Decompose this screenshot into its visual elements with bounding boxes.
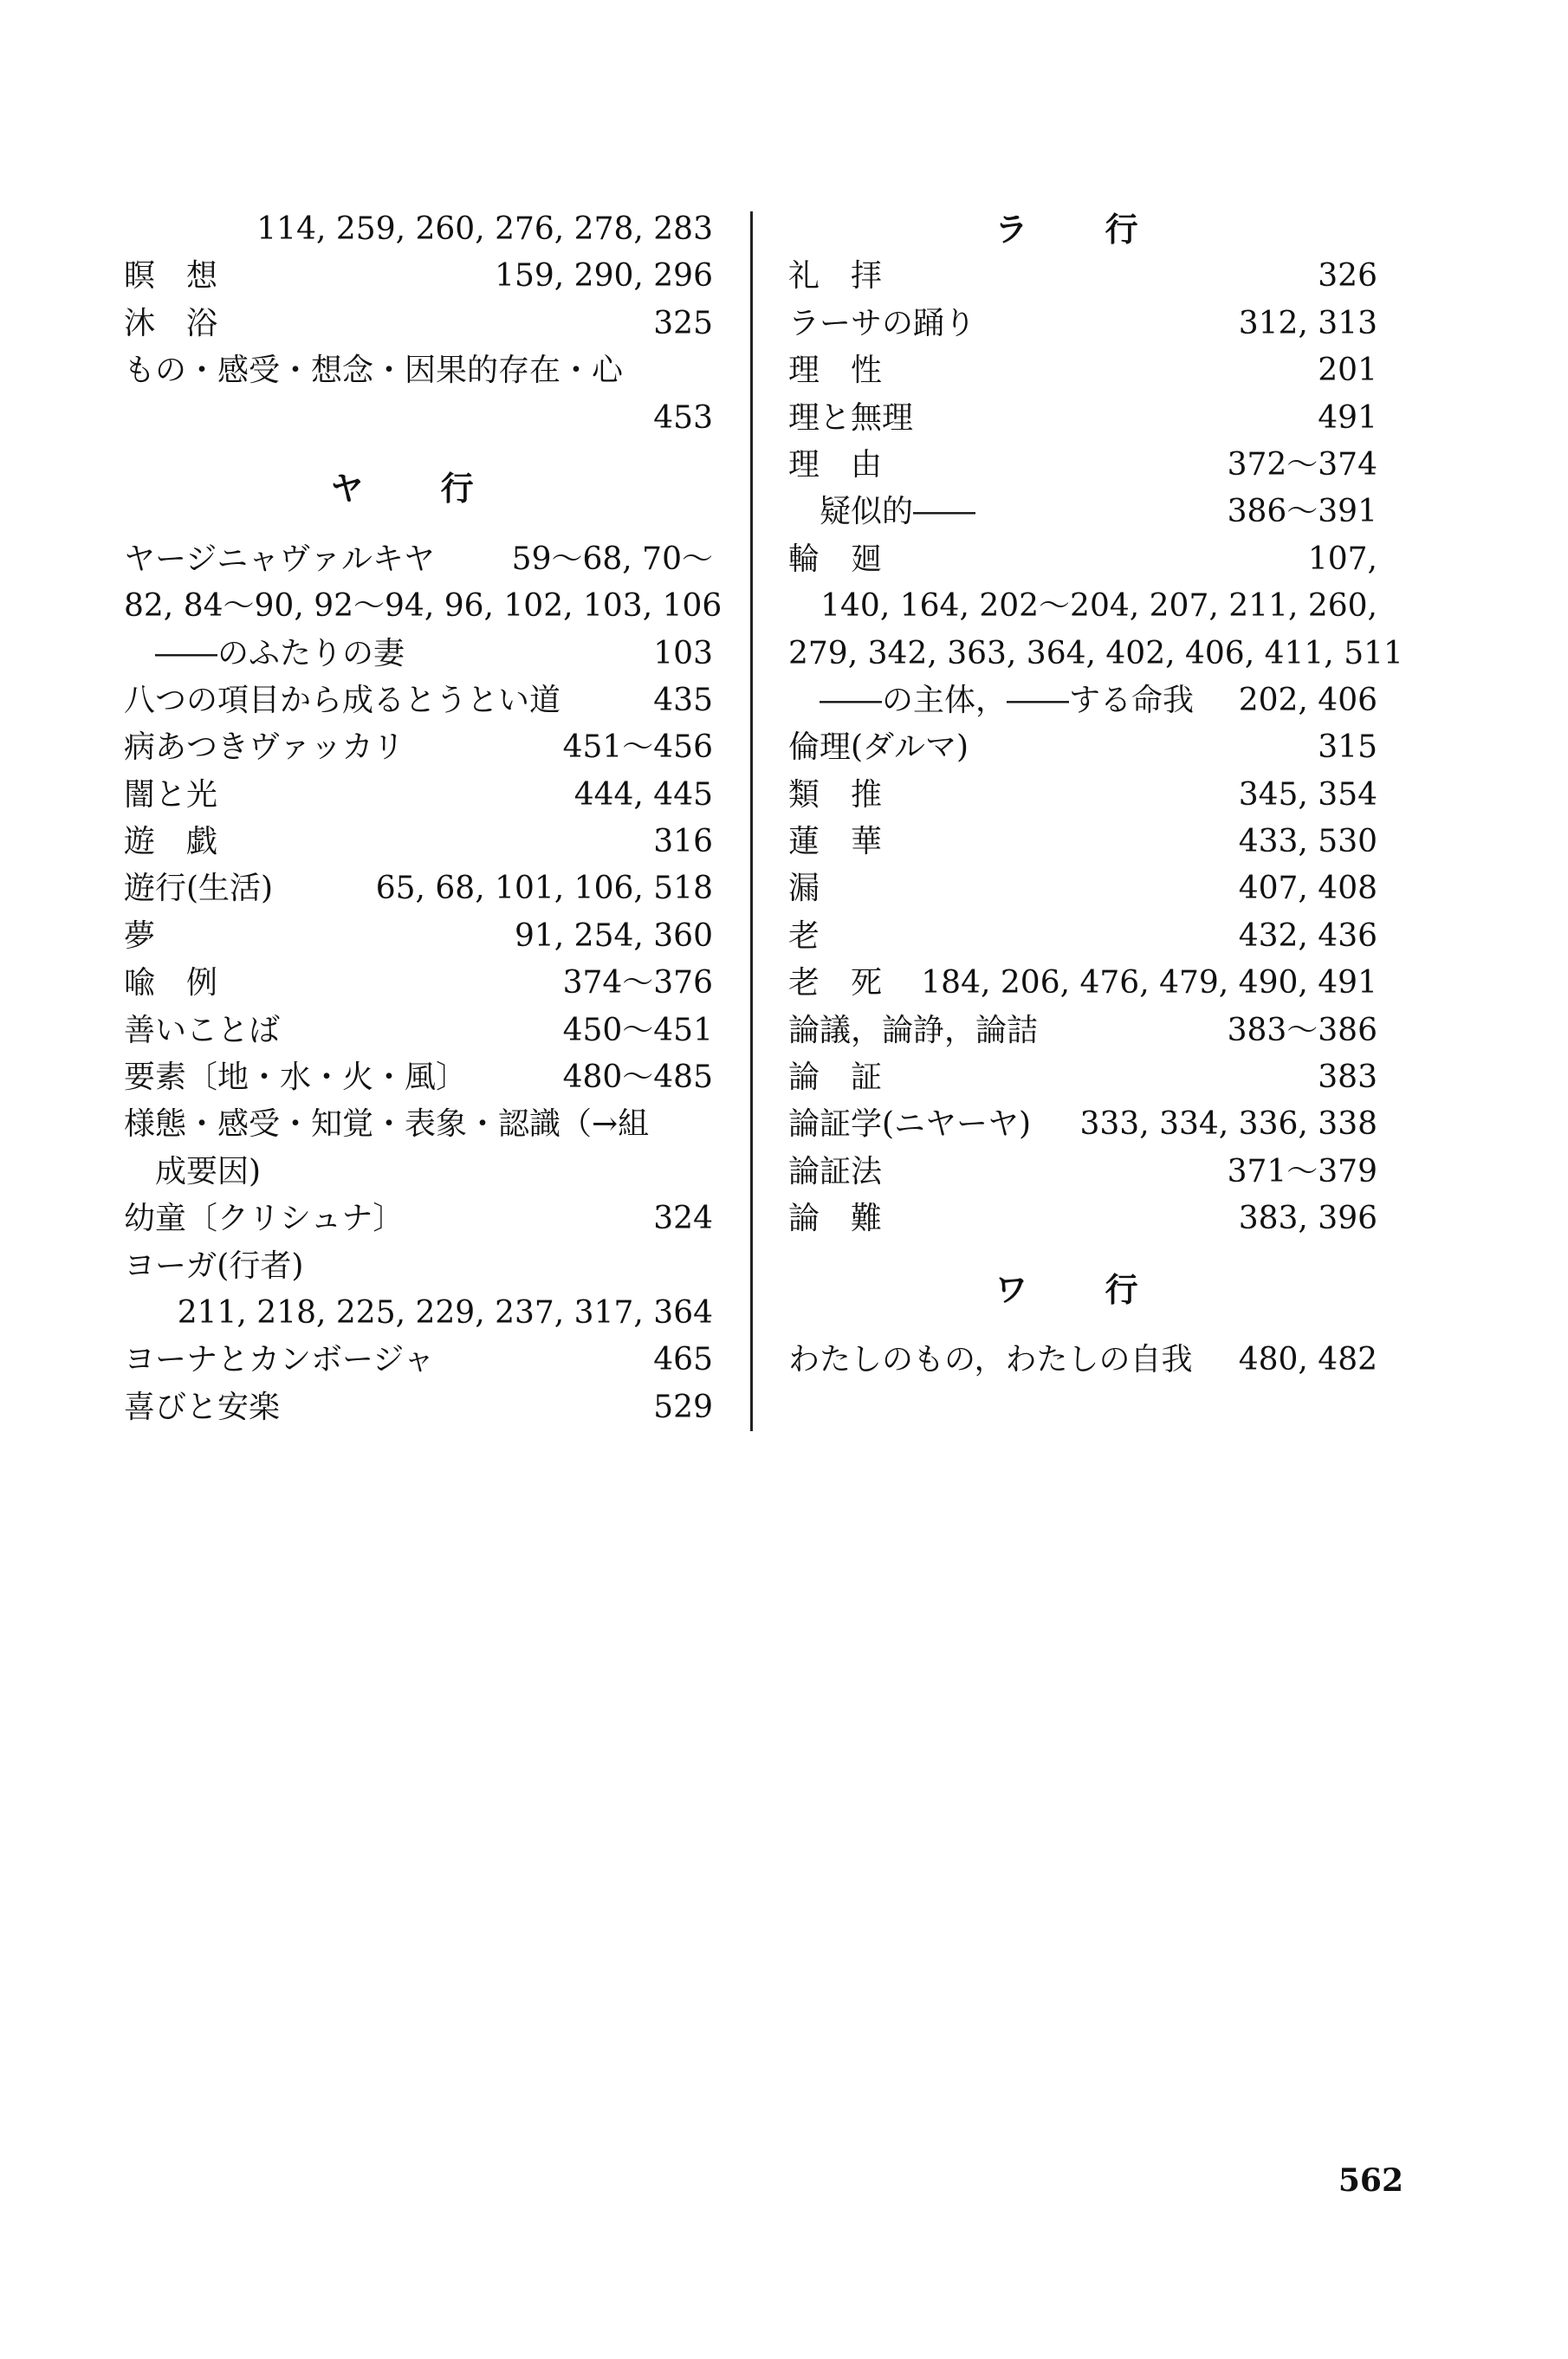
- entry-pages: 211, 218, 225, 229, 237, 317, 364: [177, 1295, 713, 1331]
- entry-term: ヨーガ(行者): [124, 1248, 304, 1284]
- index-entry: [788, 1008, 1377, 1054]
- entry-pages: 451〜456: [562, 729, 713, 766]
- index-entry: [788, 1054, 1377, 1101]
- index-entry: [124, 677, 713, 724]
- entry-pages: 372〜374: [1227, 446, 1377, 483]
- entry-term: 喩 例: [124, 965, 218, 1001]
- entry-term: ヨーナとカンボージャ: [124, 1342, 435, 1378]
- entry-pages: 103: [653, 635, 713, 671]
- entry-term: 幼童〔クリシュナ〕: [124, 1201, 405, 1237]
- index-entry: [124, 724, 713, 771]
- entry-term: 遊行(生活): [124, 871, 274, 907]
- entry-pages: 480, 482: [1238, 1342, 1377, 1378]
- entry-pages: 91, 254, 360: [514, 917, 713, 954]
- entry-term: ――の主体，――する命我: [788, 682, 1195, 718]
- index-entry: [788, 1149, 1377, 1196]
- entry-pages: 529: [653, 1389, 713, 1425]
- index-entry: [788, 1101, 1377, 1148]
- entry-term: 要素〔地・水・火・風〕: [124, 1060, 468, 1096]
- entry-pages: 386〜391: [1227, 494, 1377, 530]
- entry-pages: 312, 313: [1238, 305, 1377, 341]
- index-entry: [124, 819, 713, 865]
- entry-pages: 453: [653, 399, 713, 436]
- page-number: 562: [1338, 2162, 1403, 2199]
- index-entry: [124, 960, 713, 1007]
- index-column-right: [788, 206, 1403, 1384]
- entry-pages: 315: [1318, 729, 1377, 766]
- entry-pages: 202, 406: [1238, 682, 1377, 718]
- entry-pages: 345, 354: [1238, 776, 1377, 813]
- entry-term: 理 由: [788, 446, 883, 483]
- index-entry: [124, 865, 713, 912]
- entry-pages: 65, 68, 101, 106, 518: [375, 871, 713, 907]
- entry-pages: 316: [653, 824, 713, 860]
- entry-term: ――のふたりの妻: [124, 635, 405, 671]
- index-entry: [788, 960, 1377, 1007]
- entry-term: 病あつきヴァッカリ: [124, 729, 405, 766]
- index-entry: [788, 819, 1377, 865]
- entry-term: 漏: [788, 871, 820, 907]
- index-entry: [124, 347, 713, 394]
- entry-term: ヤージニャヴァルキヤ: [124, 541, 435, 577]
- index-entry: [124, 1337, 713, 1384]
- entry-pages: 383〜386: [1227, 1012, 1377, 1048]
- section-heading: ワ 行: [995, 1269, 1171, 1309]
- entry-pages: 82, 84〜90, 92〜94, 96, 102, 103, 106: [124, 588, 722, 625]
- entry-pages: 480〜485: [562, 1060, 713, 1096]
- entry-pages: 333, 334, 336, 338: [1079, 1106, 1377, 1143]
- index-entry: [124, 536, 713, 583]
- index-entry: [124, 1149, 713, 1196]
- index-entry: [124, 1008, 713, 1054]
- entry-term: 論証学(ニヤーヤ): [788, 1106, 1032, 1143]
- index-entry: [788, 772, 1377, 819]
- entry-pages: 201: [1318, 353, 1377, 389]
- entry-pages: [623, 347, 713, 394]
- column-divider: [750, 211, 753, 1431]
- entry-term: 成要因): [124, 1153, 262, 1189]
- entry-term: もの・感受・想念・因果的存在・心: [124, 353, 624, 389]
- index-entry: [788, 395, 1377, 442]
- entry-pages: 324: [653, 1201, 713, 1237]
- entry-term: 善いことば: [124, 1012, 281, 1048]
- index-entry: [788, 489, 1377, 535]
- index-column-left: [124, 206, 722, 1431]
- entry-term: 類 推: [788, 776, 883, 813]
- index-entry: [788, 865, 1377, 912]
- index-entry: [124, 1101, 713, 1148]
- index-entry: [124, 583, 722, 630]
- index-entry: [788, 536, 1377, 583]
- entry-term: わたしのもの，わたしの自我: [788, 1342, 1193, 1378]
- entry-pages: 140, 164, 202〜204, 207, 211, 260,: [820, 588, 1377, 625]
- entry-term: 老: [788, 917, 820, 954]
- entry-term: 沐 浴: [124, 305, 218, 341]
- entry-pages: 383, 396: [1238, 1201, 1377, 1237]
- entry-pages: 450〜451: [562, 1012, 713, 1048]
- entry-pages: 435: [653, 682, 713, 718]
- index-entry: [124, 301, 713, 347]
- entry-term: 論議，論諍，論詰: [788, 1012, 1039, 1048]
- index-entry: [788, 253, 1377, 300]
- entry-pages: [649, 1101, 713, 1148]
- entry-term: 闇と光: [124, 776, 218, 813]
- section-heading: ラ 行: [995, 210, 1171, 249]
- index-entry: [124, 1196, 713, 1242]
- index-entry: [124, 1054, 713, 1101]
- index-entry: [124, 631, 713, 677]
- entry-pages: 444, 445: [573, 776, 713, 813]
- entry-pages: 59〜68, 70〜: [511, 541, 713, 577]
- index-entry: [788, 1196, 1377, 1242]
- entry-pages: 159, 290, 296: [495, 258, 713, 295]
- entry-pages: [303, 1243, 713, 1290]
- index-entry: [788, 301, 1377, 347]
- entry-term: 夢: [124, 917, 156, 954]
- section-heading: ヤ 行: [330, 468, 507, 508]
- entry-term: 八つの項目から成るとうとい道: [124, 682, 561, 718]
- entry-pages: 114, 259, 260, 276, 278, 283: [256, 211, 713, 247]
- index-entry: [788, 913, 1377, 960]
- entry-pages: 107,: [1307, 541, 1377, 577]
- entry-pages: 325: [653, 305, 713, 341]
- entry-term: 論証法: [788, 1153, 883, 1189]
- entry-term: 老 死: [788, 965, 883, 1001]
- entry-term: ラーサの踊り: [788, 305, 976, 341]
- index-entry: [788, 724, 1377, 771]
- index-entry: [124, 913, 713, 960]
- entry-term: 喜びと安楽: [124, 1389, 281, 1425]
- entry-pages: [261, 1149, 713, 1196]
- entry-term: 様態・感受・知覚・表象・認識（→組: [124, 1106, 650, 1143]
- index-entry: [124, 253, 713, 300]
- entry-term: 倫理(ダルマ): [788, 729, 969, 766]
- entry-pages: 374〜376: [562, 965, 713, 1001]
- entry-pages: 326: [1318, 258, 1377, 295]
- index-entry: [124, 1243, 713, 1290]
- entry-term: 蓮 華: [788, 824, 883, 860]
- entry-pages: 491: [1318, 399, 1377, 436]
- entry-pages: 407, 408: [1238, 871, 1377, 907]
- index-entry: [124, 206, 713, 253]
- index-entry: [788, 583, 1377, 630]
- entry-term: 瞑 想: [124, 258, 218, 295]
- entry-pages: 279, 342, 363, 364, 402, 406, 411, 511: [788, 635, 1403, 671]
- index-entry: [124, 772, 713, 819]
- entry-pages: 465: [653, 1342, 713, 1378]
- index-entry: [788, 442, 1377, 489]
- index-entry: [788, 631, 1403, 677]
- index-entry: [124, 395, 713, 442]
- entry-pages: 433, 530: [1238, 824, 1377, 860]
- entry-term: 輪 廻: [788, 541, 883, 577]
- index-entry: [788, 347, 1377, 394]
- entry-pages: 184, 206, 476, 479, 490, 491: [921, 965, 1377, 1001]
- entry-term: 論 証: [788, 1060, 883, 1096]
- entry-term: 礼 拝: [788, 258, 883, 295]
- entry-term: 理 性: [788, 353, 883, 389]
- index-entry: [124, 1384, 713, 1431]
- entry-pages: 383: [1318, 1060, 1377, 1096]
- entry-term: 疑似的――: [788, 494, 976, 530]
- index-entry: [788, 1337, 1377, 1384]
- index-entry: [124, 1290, 713, 1337]
- entry-pages: 371〜379: [1227, 1153, 1377, 1189]
- entry-term: 論 難: [788, 1201, 883, 1237]
- entry-pages: 432, 436: [1238, 917, 1377, 954]
- entry-term: 遊 戯: [124, 824, 218, 860]
- index-entry: [788, 677, 1377, 724]
- entry-term: 理と無理: [788, 399, 914, 436]
